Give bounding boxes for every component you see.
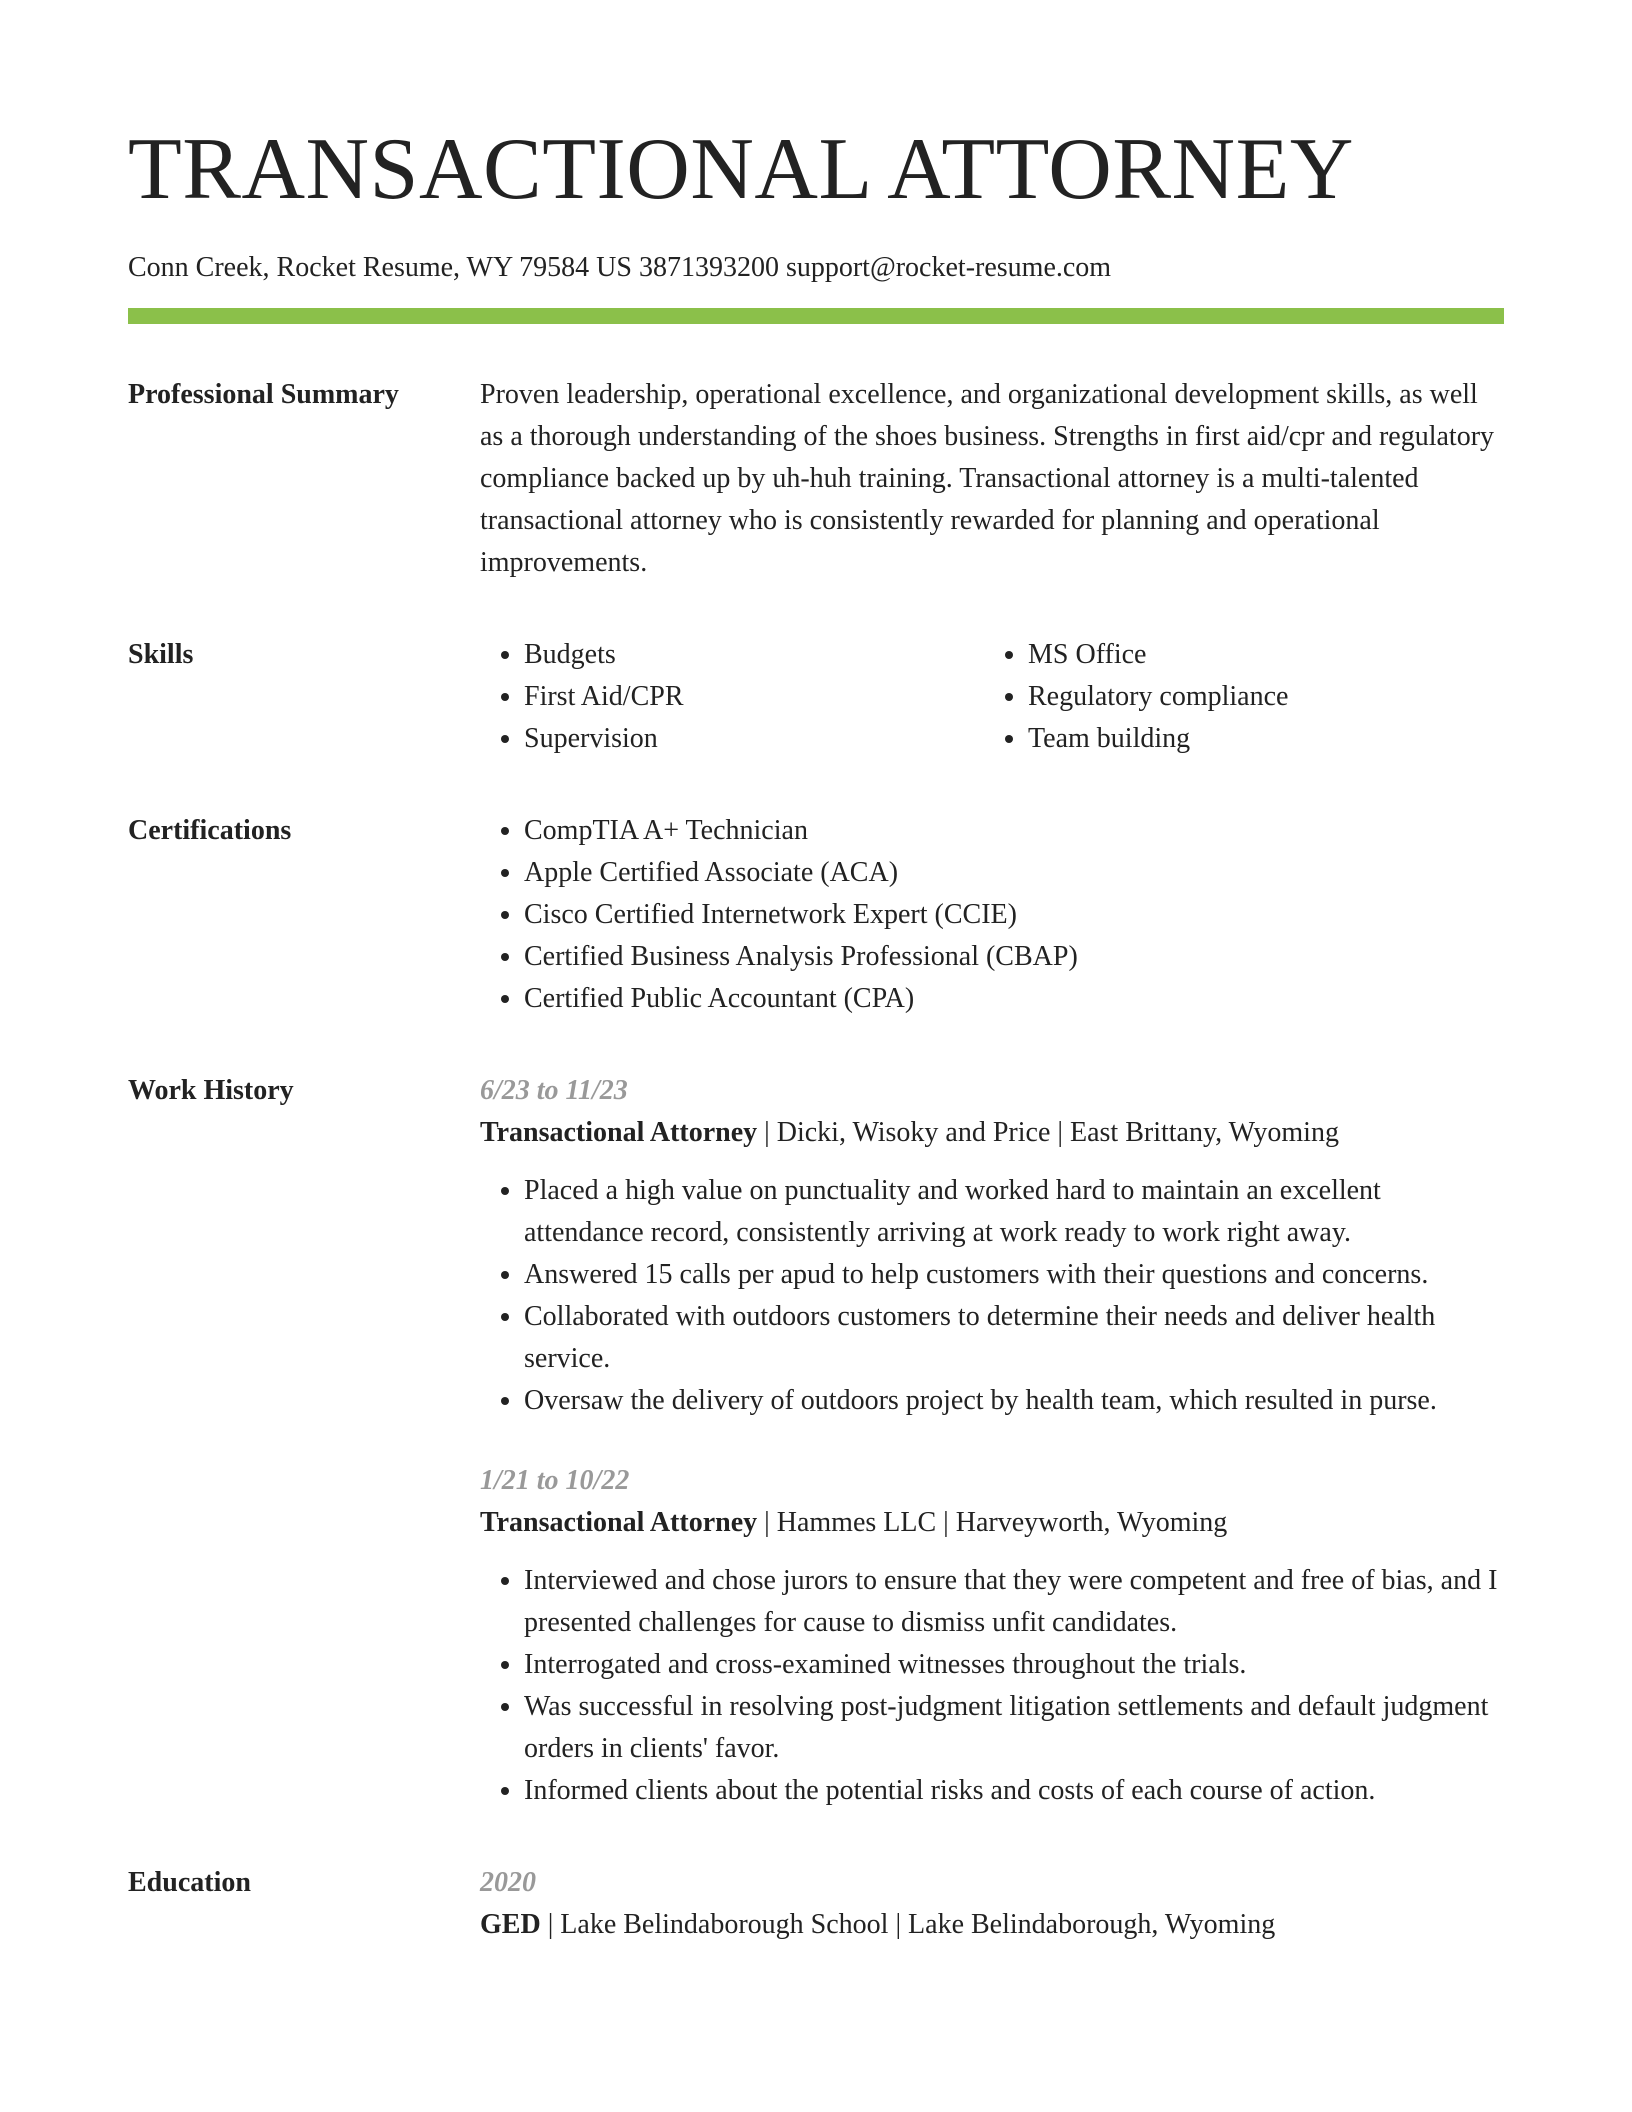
job-entry — [480, 1460, 1504, 1812]
skill-item: • Team building — [1028, 718, 1488, 760]
work-history-section — [128, 1070, 1504, 1812]
job-title-line — [480, 1502, 1504, 1544]
education-date: 2020 — [480, 1867, 536, 1898]
section-body — [480, 1070, 1504, 1812]
job-bullet: • Informed clients about the potential risks and costs of each course of action. — [524, 1770, 1504, 1812]
education-line — [480, 1904, 1504, 1946]
section-body — [480, 374, 1504, 584]
section-label: Professional Summary — [128, 379, 399, 410]
certifications-section — [128, 810, 1504, 1020]
job-title: Transactional Attorney — [480, 1117, 758, 1148]
summary-text: Proven leadership, operational excellence, and organizational development skills, as well as a thorough understanding of the shoes business. Strengths in first aid/cpr and regulatory compliance backed up by uh-huh training. Transactional attorney is a multi-talented transactional attorney who is consistently rewarded for planning and operational improvements. — [480, 379, 1495, 578]
skills-column-1 — [480, 634, 984, 760]
job-bullet: • Interviewed and chose jurors to ensure that they were competent and free of bias, and I presented challenges for cause to dismiss unfit candidates. — [524, 1560, 1504, 1644]
job-entry — [480, 1070, 1504, 1422]
summary-section — [128, 374, 1504, 584]
contact-line: Conn Creek, Rocket Resume, WY 79584 US 3871393200 support@rocket-resume.com — [128, 252, 1112, 283]
job-bullets — [480, 1560, 1504, 1812]
skills-list — [984, 634, 1488, 760]
job-details: | Dicki, Wisoky and Price | East Brittany, Wyoming — [757, 1117, 1339, 1148]
certification-item: • CompTIA A+ Technician — [524, 810, 1504, 852]
section-label: Certifications — [128, 815, 292, 846]
skill-item: • Supervision — [524, 718, 984, 760]
education-degree: GED — [480, 1909, 541, 1940]
job-bullet: • Was successful in resolving post-judgment litigation settlements and default judgment orders in clients' favor. — [524, 1686, 1504, 1770]
job-bullet: • Interrogated and cross-examined witnesses throughout the trials. — [524, 1644, 1504, 1686]
skill-item: • First Aid/CPR — [524, 676, 984, 718]
section-body — [480, 810, 1504, 1020]
skill-item: • Regulatory compliance — [1028, 676, 1488, 718]
job-title-line — [480, 1112, 1504, 1154]
job-bullets — [480, 1170, 1504, 1422]
job-bullet: • Collaborated with outdoors customers to determine their needs and deliver health service. — [524, 1296, 1504, 1380]
job-date: 1/21 to 10/22 — [480, 1465, 630, 1496]
skills-section — [128, 634, 1504, 760]
skill-item: • Budgets — [524, 634, 984, 676]
section-label: Work History — [128, 1075, 294, 1106]
section-body — [480, 1862, 1504, 1946]
skill-item: • MS Office — [1028, 634, 1488, 676]
certification-item: • Certified Public Accountant (CPA) — [524, 978, 1504, 1020]
page-title: TRANSACTIONAL ATTORNEY — [128, 121, 1354, 218]
skills-grid — [480, 634, 1504, 760]
certifications-list — [480, 810, 1504, 1020]
certification-item: • Apple Certified Associate (ACA) — [524, 852, 1504, 894]
header-divider — [128, 308, 1504, 324]
section-label: Education — [128, 1867, 251, 1898]
education-details: | Lake Belindaborough School | Lake Belindaborough, Wyoming — [540, 1909, 1276, 1940]
job-bullet: • Answered 15 calls per apud to help customers with their questions and concerns. — [524, 1254, 1504, 1296]
job-bullet: • Placed a high value on punctuality and worked hard to maintain an excellent attendance record, consistently arriving at work ready to work right away. — [524, 1170, 1504, 1254]
certification-item: • Cisco Certified Internetwork Expert (CCIE) — [524, 894, 1504, 936]
skills-list — [480, 634, 984, 760]
section-label: Skills — [128, 639, 194, 670]
skills-column-2 — [984, 634, 1488, 760]
education-section — [128, 1862, 1504, 1946]
job-bullet: • Oversaw the delivery of outdoors project by health team, which resulted in purse. — [524, 1380, 1504, 1422]
job-date: 6/23 to 11/23 — [480, 1075, 628, 1106]
job-title: Transactional Attorney — [480, 1507, 758, 1538]
job-details: | Hammes LLC | Harveyworth, Wyoming — [757, 1507, 1228, 1538]
certification-item: • Certified Business Analysis Professional (CBAP) — [524, 936, 1504, 978]
